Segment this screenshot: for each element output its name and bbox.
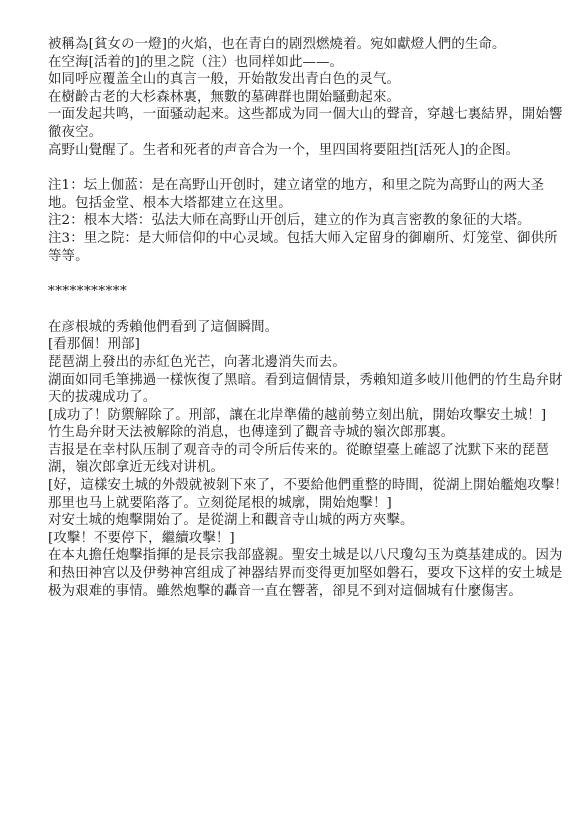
section-separator: *********** <box>48 284 128 300</box>
note-2: 注2：根本大塔：弘法大师在高野山开创后，建立的作为真言密教的象征的大塔。 <box>48 213 531 229</box>
paragraph: [看那個！刑部] <box>48 337 140 353</box>
note-1: 注1：坛上伽蓝：是在高野山开创时，建立诸堂的地方，和里之院为高野山的两大圣地。包括金堂、根本大塔都建立在这里。 <box>48 178 545 211</box>
paragraph: 琵琶湖上發出的赤紅色光芒，向著北邊消失而去。 <box>48 354 346 370</box>
paragraph: [攻擊！不要停下，繼續攻擊！] <box>48 530 235 546</box>
paragraph: 竹生島弁財天法被解除的消息，也傳達到了觀音寺城的嶺次郎那裏。 <box>48 425 455 441</box>
paragraph: 在彦根城的秀賴他們看到了這個瞬間。 <box>48 319 279 335</box>
paragraph: 在樹齡古老的大杉森林裏，無數的墓碑群也開始騷動起來。 <box>48 89 401 105</box>
paragraph: 湖面如同毛筆拂過一樣恢復了黑暗。看到這個情景，秀賴知道多岐川他們的竹生島弁財天的拔魂成功了。 <box>48 372 563 406</box>
paragraph: 在空海[活着的]的里之院（注）也同样如此——。 <box>48 54 344 70</box>
paragraph: 对安土城的炮擊開始了。是從湖上和觀音寺山城的两方夾擊。 <box>48 513 414 529</box>
paragraph: 如同呼应覆盖全山的真言一般，开始散发出青白色的灵气。 <box>48 72 401 88</box>
paragraph: [好，這樣安土城的外殻就被剝下來了，不要給他們重整的時間，從湖上開始艦炮攻擊！那里也马上就要陷落了。立刻從尾根的城廓，開始炮擊！] <box>48 478 568 511</box>
section-1 <box>48 36 568 159</box>
notes-section <box>48 177 568 265</box>
section-2 <box>48 319 568 601</box>
spacer <box>48 265 568 283</box>
paragraph: 被稱為[貧女の一燈]的火焰，也在青白的剧烈燃燒着。宛如獻燈人們的生命。 <box>48 37 506 52</box>
paragraph: 吉报是在幸村队压制了观音寺的司令所后传来的。從瞭望臺上確認了沈默下来的琵琶湖，嶺次郎拿近无线对讲机。 <box>48 442 550 476</box>
paragraph: [成功了！防禦解除了。刑部，讓在北岸準備的越前勢立刻出航，開始攻擊安土城！] <box>48 407 547 423</box>
paragraph: 一面发起共鸣，一面骚动起来。这些都成为同一個大山的聲音，穿越七裏結界，開始響徹夜空。 <box>48 107 563 140</box>
spacer <box>48 301 568 319</box>
spacer <box>48 159 568 177</box>
paragraph: 在本丸擔任炮擊指揮的是長宗我部盛親。聖安土城是以八尺瓊勾玉为奠基建成的。因为和热田神宫以及伊勢神宮组成了神器结界而变得更加堅如磐石，要攻下这样的安土城是极为艰难的事情。雖然炮擊的轟音一直在響著，卻見不到对這個城有什麼傷害。 <box>48 548 563 599</box>
note-3: 注3：里之院：是大师信仰的中心灵域。包括大师入定留身的御廟所、灯笼堂、御供所等等。 <box>48 230 558 264</box>
document-body <box>48 36 568 600</box>
paragraph: 高野山覺醒了。生者和死者的声音合为一个，里四国将要阻挡[活死人]的企图。 <box>48 142 520 158</box>
